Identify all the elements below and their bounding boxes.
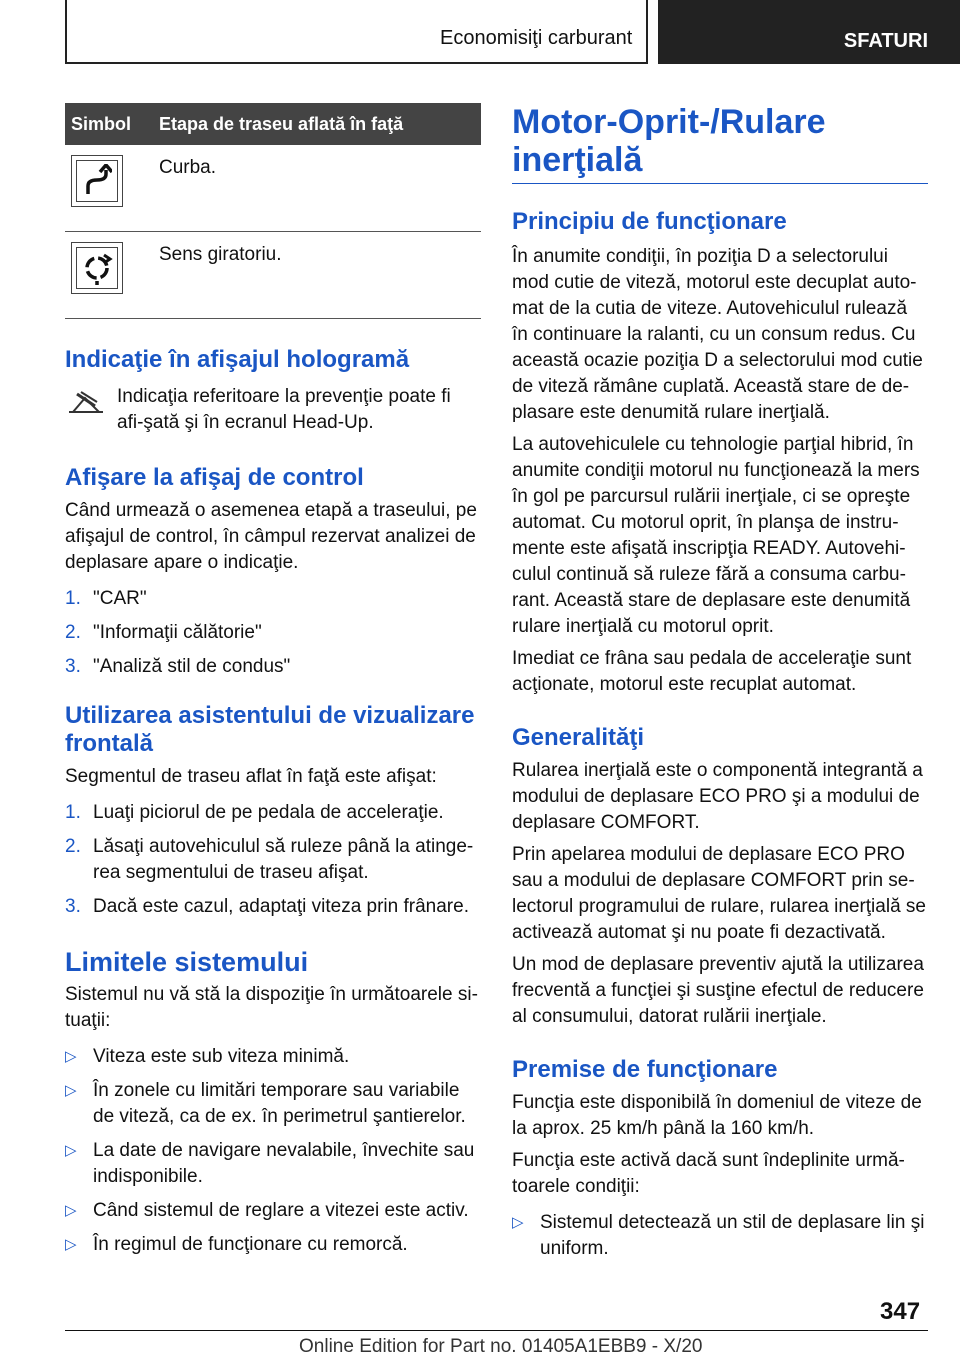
curve-arrow-icon	[71, 155, 123, 207]
page-number: 347	[880, 1298, 921, 1325]
list-item: ▷ Sistemul detectează un stil de deplasare lin şi uniform.	[512, 1212, 925, 1259]
hologram-note	[65, 384, 481, 436]
list-item: ▷ Când sistemul de reglare a vitezei este activ.	[65, 1200, 469, 1221]
list-item: 2. "Informaţii călătorie"	[65, 622, 262, 643]
control-display-text: Când urmează o asemenea etapă a traseului, pe afişajul de control, în câmpul rezervat analizei de deplasare apare o indicaţie.	[65, 500, 477, 573]
section-title: Motor-Oprit-/Rulare inerţială	[512, 103, 928, 184]
control-display-heading: Afişare la afişaj de control	[65, 464, 364, 491]
header-section-title: Economisiţi carburant	[440, 27, 633, 49]
list-item: 3. "Analiză stil de condus"	[65, 656, 291, 677]
general-heading: Generalităţi	[512, 724, 645, 751]
head-up-display-icon	[65, 384, 107, 426]
limits-text: Sistemul nu vă stă la dispoziţie în următoarele si‐tuaţii:	[65, 984, 478, 1031]
list-item: ▷ În zonele cu limitări temporare sau variabile de viteză, ca de ex. în perimetrul şantierelor.	[65, 1080, 466, 1127]
table-row	[65, 145, 481, 232]
footer-edition: Online Edition for Part no. 01405A1EBB9 - X/20	[299, 1336, 703, 1357]
limits-heading: Limitele sistemului	[65, 947, 309, 977]
list-item: ▷ Viteza este sub viteza minimă.	[65, 1046, 350, 1067]
principle-heading: Principiu de funcţionare	[512, 208, 787, 235]
general-paragraph: Un mod de deplasare preventiv ajută la utilizarea frecventă a funcţiei şi susţine efectul de reducere al consumului, datorat rulării inerţiale.	[512, 954, 924, 1027]
list-item: 1. Luaţi piciorul de pe pedala de acceleraţie.	[65, 802, 444, 823]
list-item: 2. Lăsaţi autovehiculul să ruleze până la atinge‐rea segmentului de traseu afişat.	[65, 836, 474, 883]
hologram-text: Indicaţia referitoare la prevenţie poate fi afi‐şată şi în ecranul Head-Up.	[117, 386, 451, 433]
premises-paragraph: Funcţia este activă dacă sunt îndeplinite urmă‐toarele condiţii:	[512, 1150, 905, 1197]
principle-paragraph: În anumite condiţii, în poziţia D a selectorului mod cutie de viteză, motorul este decuplat auto‐mat de la cutia de viteze. Autovehiculul rulează în continuare la ralanti, cu un consum redus. Cu această ocazie poziţia D a selectorului mod cutie de viteză rămâne cuplată. Această stare de de‐plasare este denumită rulare inerţială.	[512, 246, 923, 423]
assist-text: Segmentul de traseu aflat în faţă este afişat:	[65, 766, 437, 787]
assist-steps	[65, 800, 481, 920]
principle-paragraph: La autovehiculele cu tehnologie parţial hibrid, în anumite condiţii motorul nu funcţionează la mers în gol pe parcursul rulării inerţiale, ci se opreşte automat. Cu motorul oprit, în planşa de instru‐mente este afişată inscripţia READY. Autovehi‐culul continuă să ruleze fără a consuma carbu‐rant. Această stare de deplasare este denumită rulare inerţială cu motorul oprit.	[512, 434, 920, 637]
control-display-list	[65, 586, 481, 680]
list-item: ▷ La date de navigare nevalabile, învechite sau indisponibile.	[65, 1140, 475, 1187]
table-header-stage: Etapa de traseu aflată în faţă	[153, 103, 481, 145]
right-column	[512, 103, 928, 1262]
table-header-symbol: Simbol	[65, 103, 153, 145]
premises-heading: Premise de funcţionare	[512, 1056, 778, 1083]
list-item: ▷ În regimul de funcţionare cu remorcă.	[65, 1234, 408, 1255]
list-item: 3. Dacă este cazul, adaptaţi viteza prin frânare.	[65, 896, 469, 917]
limits-list	[65, 1044, 481, 1258]
header-tab[interactable]: SFATURI	[658, 0, 960, 64]
premises-paragraph: Funcţia este disponibilă în domeniul de viteze de la aprox. 25 km/h până la 160 km/h.	[512, 1092, 922, 1139]
roundabout-icon	[71, 242, 123, 294]
table-row	[65, 232, 481, 319]
premises-list	[512, 1210, 928, 1262]
principle-paragraph: Imediat ce frâna sau pedala de acceleraţie sunt acţionate, motorul este recuplat automat.	[512, 648, 912, 695]
footer-divider	[65, 1330, 928, 1331]
left-column	[65, 103, 481, 1258]
general-paragraph: Prin apelarea modului de deplasare ECO PRO sau a modului de deplasare COMFORT prin se‐lectorul programului de rulare, rularea inerţială se activează automat şi nu poate fi dezactivată.	[512, 844, 926, 943]
general-paragraph: Rularea inerţială este o componentă integrantă a modului de deplasare ECO PRO şi a modului de deplasare COMFORT.	[512, 760, 923, 833]
list-item: 1. "CAR"	[65, 588, 147, 609]
table-cell: Curba.	[153, 145, 481, 232]
table-cell: Sens giratoriu.	[153, 232, 481, 319]
hologram-heading: Indicaţie în afişajul hologramă	[65, 346, 410, 373]
symbol-table	[65, 103, 481, 319]
assist-heading: Utilizarea asistentului de vizualizare frontală	[65, 702, 475, 757]
